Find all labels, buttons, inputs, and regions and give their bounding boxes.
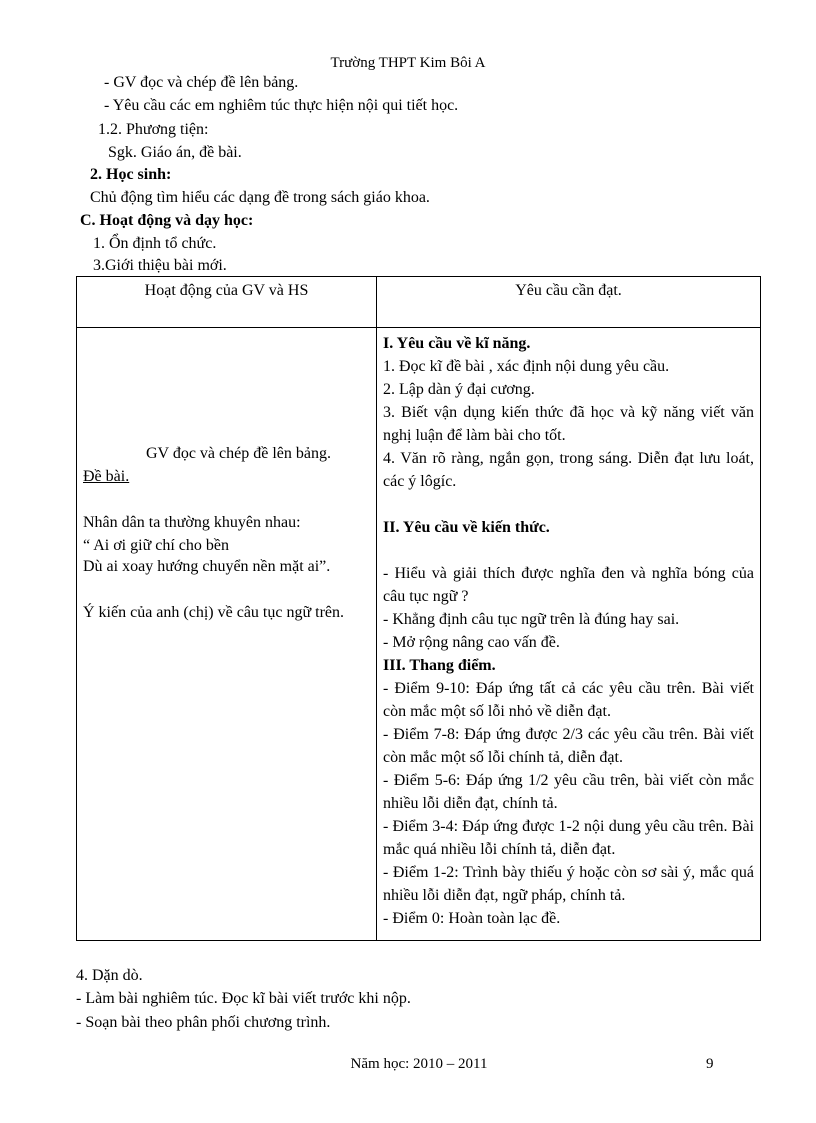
- teacher-note: GV đọc và chép đề lên bảng.: [146, 445, 331, 462]
- table-header-requirements: Yêu cầu cần đạt.: [377, 277, 761, 328]
- requirement-item: - Khẳng định câu tục ngữ trên là đúng hay sai.: [383, 611, 680, 628]
- grading-item: - Điểm 0: Hoàn toàn lạc đề.: [383, 910, 561, 927]
- requirement-item: 3. Biết vận dụng kiến thức đã học và kỹ năng viết văn nghị luận để làm bài cho tốt.: [383, 404, 754, 444]
- prompt-title: Đề bài.: [83, 468, 130, 485]
- intro-line: Sgk. Giáo án, đề bài.: [108, 144, 242, 161]
- intro-heading: 1.2. Phương tiện:: [98, 121, 209, 138]
- lesson-table: [76, 276, 761, 941]
- section-heading: C. Hoạt động và dạy học:: [80, 212, 254, 229]
- grading-item: - Điểm 3-4: Đáp ứng được 1-2 nội dung yêu cầu trên. Bài mắc quá nhiều lỗi chính tả, diễn đạt.: [383, 818, 754, 858]
- table-row: [77, 328, 761, 941]
- requirement-heading: I. Yêu cầu về kĩ năng.: [383, 335, 531, 352]
- page-number: 9: [706, 1056, 714, 1072]
- spacer: [383, 493, 754, 516]
- grading-item: - Điểm 7-8: Đáp ứng được 2/3 các yêu cầu trên. Bài viết còn mắc một số lỗi chính tả, diễn đạt.: [383, 726, 754, 766]
- prompt-line: Nhân dân ta thường khuyên nhau:: [83, 514, 301, 531]
- requirement-heading: II. Yêu cầu về kiến thức.: [383, 519, 550, 536]
- grading-item: - Điểm 5-6: Đáp ứng 1/2 yêu cầu trên, bài viết còn mắc nhiều lỗi diễn đạt, chính tả.: [383, 772, 754, 812]
- requirement-item: 1. Đọc kĩ đề bài , xác định nội dung yêu cầu.: [383, 358, 670, 375]
- requirements-cell: [377, 328, 761, 941]
- table-header-activity: Hoạt động của GV và HS: [77, 277, 377, 328]
- intro-line: 1. Ổn định tổ chức.: [93, 235, 217, 252]
- intro-line: - Yêu cầu các em nghiêm túc thực hiện nội qui tiết học.: [104, 97, 459, 114]
- outro-line: - Làm bài nghiêm túc. Đọc kĩ bài viết trước khi nộp.: [76, 990, 411, 1007]
- intro-line: - GV đọc và chép đề lên bảng.: [104, 74, 299, 91]
- intro-line: Chủ động tìm hiểu các dạng đề trong sách giáo khoa.: [90, 189, 430, 206]
- grading-item: - Điểm 1-2: Trình bày thiếu ý hoặc còn sơ sài ý, mắc quá nhiều lỗi diễn đạt, ngữ pháp, chính tả.: [383, 864, 754, 904]
- section-heading: 2. Học sinh:: [90, 166, 172, 183]
- spacer: [383, 539, 754, 562]
- footer-year: Năm học: 2010 – 2011: [350, 1056, 488, 1072]
- requirement-item: 2. Lập dàn ý đại cương.: [383, 381, 535, 398]
- page-header: Trường THPT Kim Bôi A: [330, 55, 486, 71]
- requirement-item: - Hiểu và giải thích được nghĩa đen và nghĩa bóng của câu tục ngữ ?: [383, 565, 754, 605]
- grading-item: - Điểm 9-10: Đáp ứng tất cả các yêu cầu trên. Bài viết còn mắc một số lỗi nhỏ về diễn đạt.: [383, 680, 754, 720]
- intro-line: 3.Giới thiệu bài mới.: [93, 257, 227, 274]
- requirement-heading: III. Thang điểm.: [383, 657, 496, 674]
- requirement-item: 4. Văn rõ ràng, ngắn gọn, trong sáng. Diễn đạt lưu loát, các ý lôgíc.: [383, 450, 754, 490]
- requirement-item: - Mở rộng nâng cao vấn đề.: [383, 634, 560, 651]
- outro-heading: 4. Dặn dò.: [76, 967, 143, 984]
- prompt-line: Dù ai xoay hướng chuyển nền mặt ai”.: [83, 558, 331, 575]
- outro-line: - Soạn bài theo phân phối chương trình.: [76, 1014, 331, 1031]
- activity-cell: [77, 328, 377, 941]
- table-header-row: [77, 277, 761, 328]
- prompt-line: “ Ai ơi giữ chí cho bền: [83, 537, 229, 554]
- prompt-question: Ý kiến của anh (chị) về câu tục ngữ trên.: [83, 604, 345, 621]
